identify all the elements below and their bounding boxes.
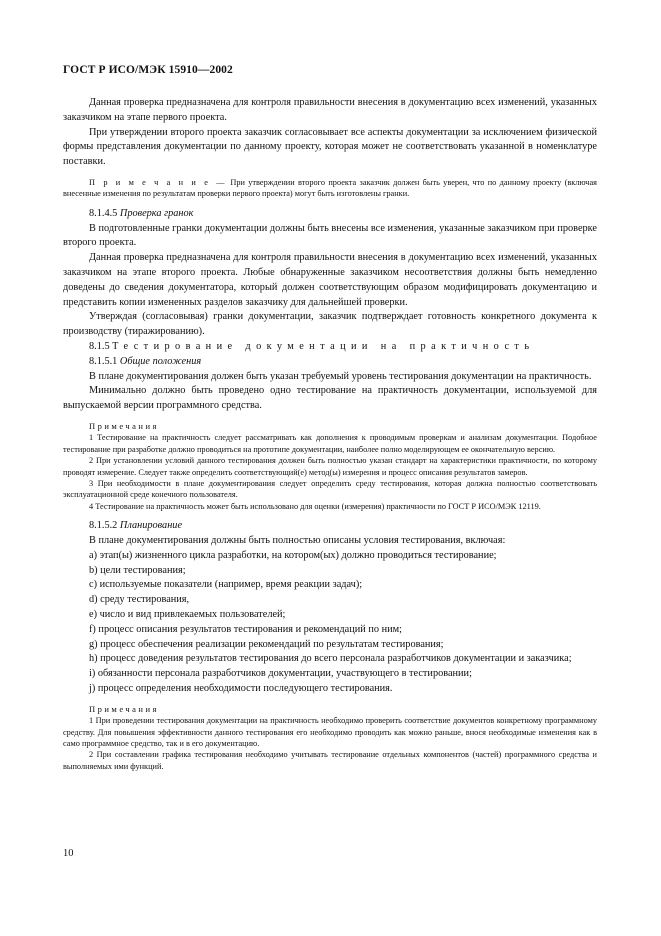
paragraph: Минимально должно быть проведено одно тестирование на практичность документации, используемой для выпускаемой версии программного средства. bbox=[63, 385, 597, 412]
list-item: b) цели тестирования; bbox=[89, 564, 186, 576]
list-item: j) процесс определения необходимости последующего тестирования. bbox=[89, 682, 393, 694]
note-item: 2 При составлении графика тестирования необходимо учитывать тестирование отдельных компонентов (частей) программного средства и выполняемых ими функций. bbox=[63, 750, 597, 771]
notes-heading: Примечания bbox=[89, 703, 159, 714]
page-number: 10 bbox=[63, 848, 74, 859]
paragraph: Утверждая (согласовывая) гранки документации, заказчик подтверждает готовность конкретного документа к производству (тиражированию). bbox=[63, 311, 597, 338]
section-title: Тестирование документации на практичность bbox=[112, 340, 535, 352]
section-number: 8.1.5.2 bbox=[89, 520, 120, 532]
page-content bbox=[63, 96, 597, 772]
list-item: f) процесс описания результатов тестирования и рекомендаций по ним; bbox=[89, 623, 402, 635]
section-title: Проверка гранок bbox=[119, 207, 194, 219]
note-item: 3 При необходимости в плане документирования следует определить среду тестирования, которая должна полностью соответствовать эксплуатационной среде конечного пользователя. bbox=[63, 478, 597, 500]
section-title: Планирование bbox=[119, 520, 183, 532]
note-text: При утверждении второго проекта заказчик должен быть уверен, что по данному проекту (включая внесенные изменения по результатам проверки первого проекта) могут быть изготовлены гранки. bbox=[63, 177, 597, 199]
section-heading bbox=[63, 207, 597, 222]
section-heading bbox=[63, 340, 597, 355]
section-heading bbox=[63, 355, 597, 370]
list-item: g) процесс обеспечения реализации рекомендаций по результатам тестирования; bbox=[89, 638, 444, 650]
notes-heading: Примечания bbox=[89, 420, 159, 431]
note-item: 1 При проведении тестирования документации на практичность необходимо проверить соответствие документов конкретному программному средству. Для повышения эффективности данного тестирования его необходимо проводить как можно раньше, внося необходимые изменения как в само программное средство, так и в его документацию. bbox=[63, 716, 597, 748]
section-number: 8.1.5.1 bbox=[89, 355, 120, 367]
list-item: e) число и вид привлекаемых пользователей; bbox=[89, 608, 286, 620]
section-number: 8.1.5 bbox=[89, 340, 113, 352]
document-header: ГОСТ Р ИСО/МЭК 15910—2002 bbox=[63, 64, 233, 76]
section-title: Общие положения bbox=[119, 355, 202, 367]
list-item: h) процесс доведения результатов тестирования до всего персонала разработчиков документации и заказчика; bbox=[89, 653, 572, 665]
paragraph: В подготовленные гранки документации должны быть внесены все изменения, указанные заказчиком при проверке второго проекта. bbox=[63, 222, 597, 249]
note-item: 4 Тестирование на практичность может быть использовано для оценки (измерения) практичности по ГОСТ Р ИСО/МЭК 12119. bbox=[89, 501, 541, 511]
paragraph: Данная проверка предназначена для контроля правильности внесения в документацию всех изменений, указанных заказчиком на этапе второго проекта. Любые обнаруженные заказчиком несоответствия должны быть немедленно доведены до сведения документатора, который должен соответствующим образом модифицировать документацию и представить копии измененных разделов заказчику для дальнейшей проверки. bbox=[63, 252, 597, 308]
note-item: 1 Тестирование на практичность следует рассматривать как дополнения к проводимым проверкам и анализам документации. Подобное тестирование при разработке должно проводиться на прототипе документации, наиболее полно моделирующем ее окончательную версию. bbox=[63, 433, 597, 454]
note-label: П р и м е ч а н и е — bbox=[89, 177, 228, 187]
list-item: а) этап(ы) жизненного цикла разработки, на котором(ых) должно проводиться тестирование; bbox=[89, 549, 497, 561]
list-item: i) обязанности персонала разработчиков документации, участвующего в тестировании; bbox=[89, 668, 472, 680]
section-number: 8.1.4.5 bbox=[89, 207, 120, 219]
list-item: d) среду тестирования, bbox=[89, 594, 190, 606]
paragraph: В плане документирования должен быть указан требуемый уровень тестирования документации на практичность. bbox=[89, 370, 592, 382]
note bbox=[63, 177, 597, 200]
section-heading bbox=[63, 519, 597, 534]
paragraph: Данная проверка предназначена для контроля правильности внесения в документацию всех изменений, указанных заказчиком на этапе первого проекта. bbox=[63, 97, 597, 123]
note-item: 2 При установлении условий данного тестирования должен быть полностью указан стандарт на характеристики практичности, по которому проводят измерение. Следует также определить соответствующий(е) метод(ы) измерения и процесс описания результатов замеров. bbox=[63, 456, 597, 477]
paragraph: При утверждении второго проекта заказчик согласовывает все аспекты документации за исключением физической формы представления документации по данному проекту, которая может не соответствовать указанной в номенклатуре поставки. bbox=[63, 126, 597, 168]
paragraph: В плане документирования должны быть полностью описаны условия тестирования, включая: bbox=[89, 535, 506, 546]
list-item: c) используемые показатели (например, время реакции задач); bbox=[89, 579, 363, 591]
